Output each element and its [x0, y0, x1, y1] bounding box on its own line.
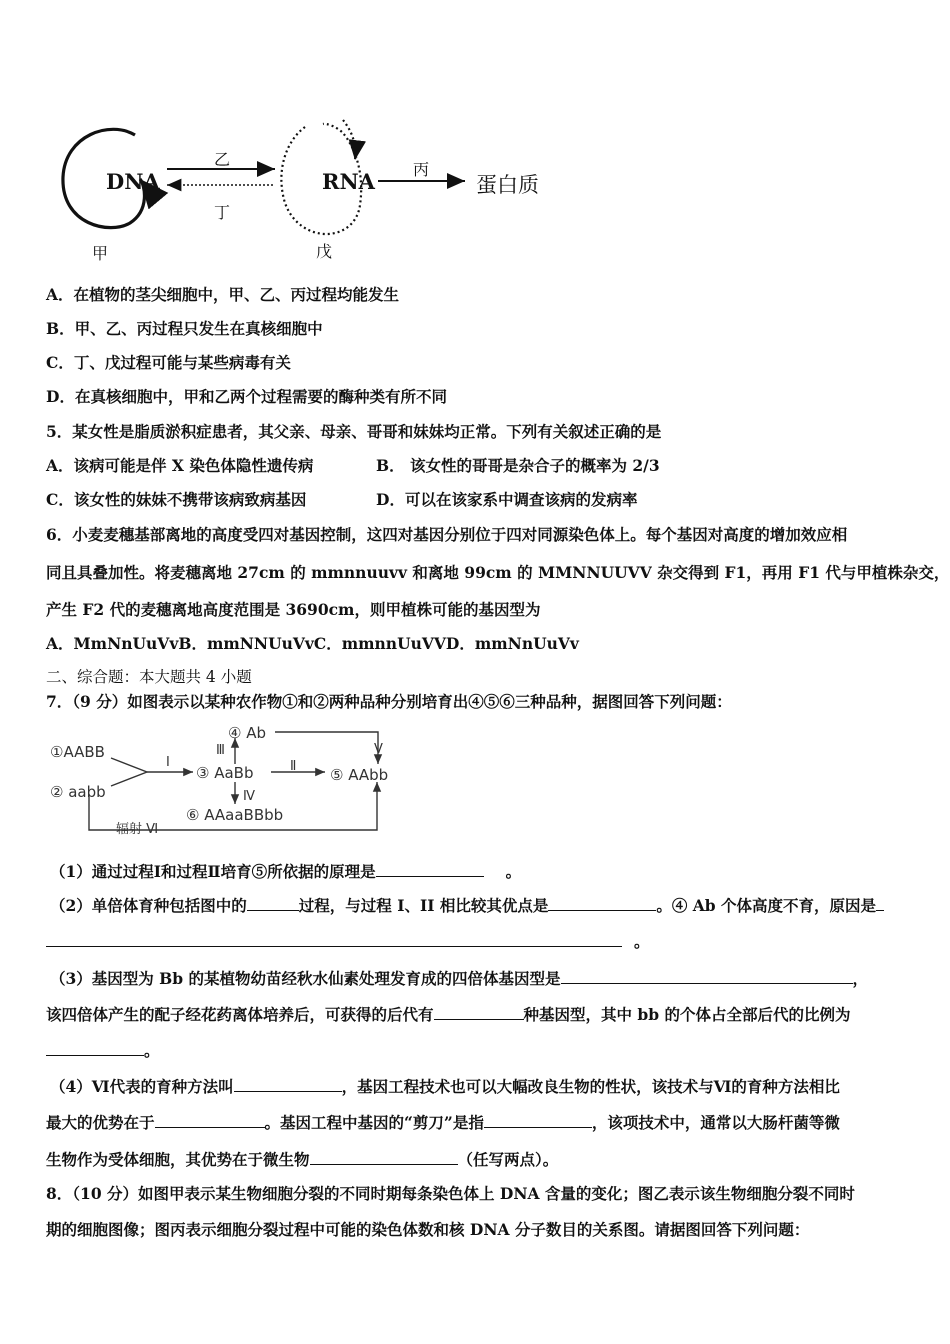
q8-line-1: 8．（10 分）如图甲表示某生物细胞分裂的不同时期每条染色体上 DNA 含量的变化；图乙表示该生物细胞分裂不同时	[46, 1184, 855, 1203]
variety-6: ⑥ AAaaBBbb	[186, 806, 284, 824]
process-6-label: 辐射 Ⅵ	[116, 822, 159, 837]
q7-part-3-cont: 该四倍体产生的配子经花药离体培养后，可获得的后代有 种基因型，其中 bb 的个体占全部后代的比例为	[46, 1005, 851, 1024]
q5-option-d: D．可以在该家系中调查该病的发病率	[376, 490, 638, 509]
answer-blank[interactable]	[561, 967, 853, 984]
q7-part-4-cont: 最大的优势在于 。基因工程中基因的“剪刀”是指 ，该项技术中，通常以大肠杆菌等微	[46, 1113, 840, 1132]
variety-4: ④ Ab	[228, 724, 266, 742]
q4-option-b: B．甲、乙、丙过程只发生在真核细胞中	[46, 319, 323, 338]
answer-blank[interactable]	[46, 1039, 144, 1056]
dna-label: DNA	[106, 169, 160, 194]
arrow-label-yi: 乙	[214, 150, 231, 169]
answer-blank[interactable]	[376, 860, 484, 877]
loop-label-wu: 戊	[316, 242, 333, 261]
q4-option-a: A．在植物的茎尖细胞中，甲、乙、丙过程均能发生	[46, 285, 400, 304]
rna-label: RNA	[322, 169, 375, 194]
loop-label-jia: 甲	[92, 244, 109, 263]
variety-5: ⑤ AAbb	[330, 766, 389, 784]
process-1-label: Ⅰ	[166, 755, 170, 770]
q7-part-3-cont2: 。	[46, 1039, 160, 1062]
q5-option-a: A．该病可能是伴 X 染色体隐性遗传病	[46, 456, 314, 475]
process-2-label: Ⅱ	[290, 759, 297, 774]
protein-label: 蛋白质	[476, 173, 539, 197]
variety-3: ③ AaBb	[196, 764, 254, 782]
answer-blank[interactable]	[234, 1075, 342, 1092]
q6-line-2: 同且具叠加性。将麦穗离地 27cm 的 mmnnuuvv 和离地 99cm 的 MMNNUUVV 杂交得到 F1，再用 F1 代与甲植株杂交，	[46, 563, 950, 582]
q7-part-2: （2）单倍体育种包括图中的 过程，与过程 I、II 相比较其优点是 。④ Ab 个体高度不育，原因是	[50, 894, 884, 917]
variety-2: ② aabb	[50, 783, 106, 801]
q7-part-4: （4）Ⅵ代表的育种方法叫 ，基因工程技术也可以大幅改良生物的性状，该技术与Ⅵ的育种方法相比	[50, 1077, 840, 1096]
process-5-label: Ⅴ	[374, 742, 383, 757]
arrow-label-ding: 丁	[214, 203, 231, 222]
q7-part-2-cont: 。	[46, 930, 650, 953]
q6-line-1: 6．小麦麦穗基部离地的高度受四对基因控制，这四对基因分别位于四对同源染色体上。每个基因对高度的增加效应相	[46, 525, 848, 544]
q5-option-c: C．该女性的妹妹不携带该病致病基因	[46, 490, 307, 509]
q8-line-2: 期的细胞图像；图丙表示细胞分裂过程中可能的染色体数和核 DNA 分子数目的关系图。请据图回答下列问题：	[46, 1220, 810, 1239]
answer-blank[interactable]	[548, 894, 656, 911]
merge-lines	[111, 758, 147, 786]
answer-blank[interactable]	[310, 1148, 458, 1165]
q7-stem: 7．（9 分）如图表示以某种农作物①和②两种品种分别培育出④⑤⑥三种品种，据图回答下列问题：	[46, 692, 732, 711]
section-2-title: 二、综合题：本大题共 4 小题	[46, 668, 252, 686]
arrow-label-bing: 丙	[413, 160, 430, 179]
answer-blank[interactable]	[247, 894, 299, 911]
rna-replication-loop-head	[343, 120, 355, 160]
answer-blank[interactable]	[155, 1111, 265, 1128]
q6-line-3: 产生 F2 代的麦穗离地高度范围是 3690cm，则甲植株可能的基因型为	[46, 600, 541, 619]
answer-blank[interactable]	[484, 1111, 592, 1128]
q6-options: A．MmNnUuVvB．mmNNUuVvC．mmnnUuVVD．mmNnUuVv	[46, 634, 579, 653]
q7-part-1: （1）通过过程Ⅰ和过程Ⅱ培育⑤所依据的原理是 。	[50, 862, 522, 881]
answer-blank[interactable]	[876, 894, 884, 911]
q4-option-c: C．丁、戊过程可能与某些病毒有关	[46, 353, 291, 372]
q4-option-d: D．在真核细胞中，甲和乙两个过程需要的酶种类有所不同	[46, 387, 447, 406]
q7-part-4-cont2: 生物作为受体细胞，其优势在于微生物 （任写两点）。	[46, 1150, 559, 1169]
process-3-label: Ⅲ	[216, 743, 225, 758]
variety-1: ①AABB	[50, 743, 105, 761]
answer-blank[interactable]	[46, 930, 622, 947]
q5-stem: 5．某女性是脂质淤积症患者，其父亲、母亲、哥哥和妹妹均正常。下列有关叙述正确的是	[46, 422, 662, 441]
q7-part-3: （3）基因型为 Bb 的某植物幼苗经秋水仙素处理发育成的四倍体基因型是 ，	[50, 969, 869, 988]
q5-option-b: B． 该女性的哥哥是杂合子的概率为 2/3	[376, 456, 660, 475]
process-4-label: Ⅳ	[243, 789, 255, 804]
answer-blank[interactable]	[434, 1003, 524, 1020]
